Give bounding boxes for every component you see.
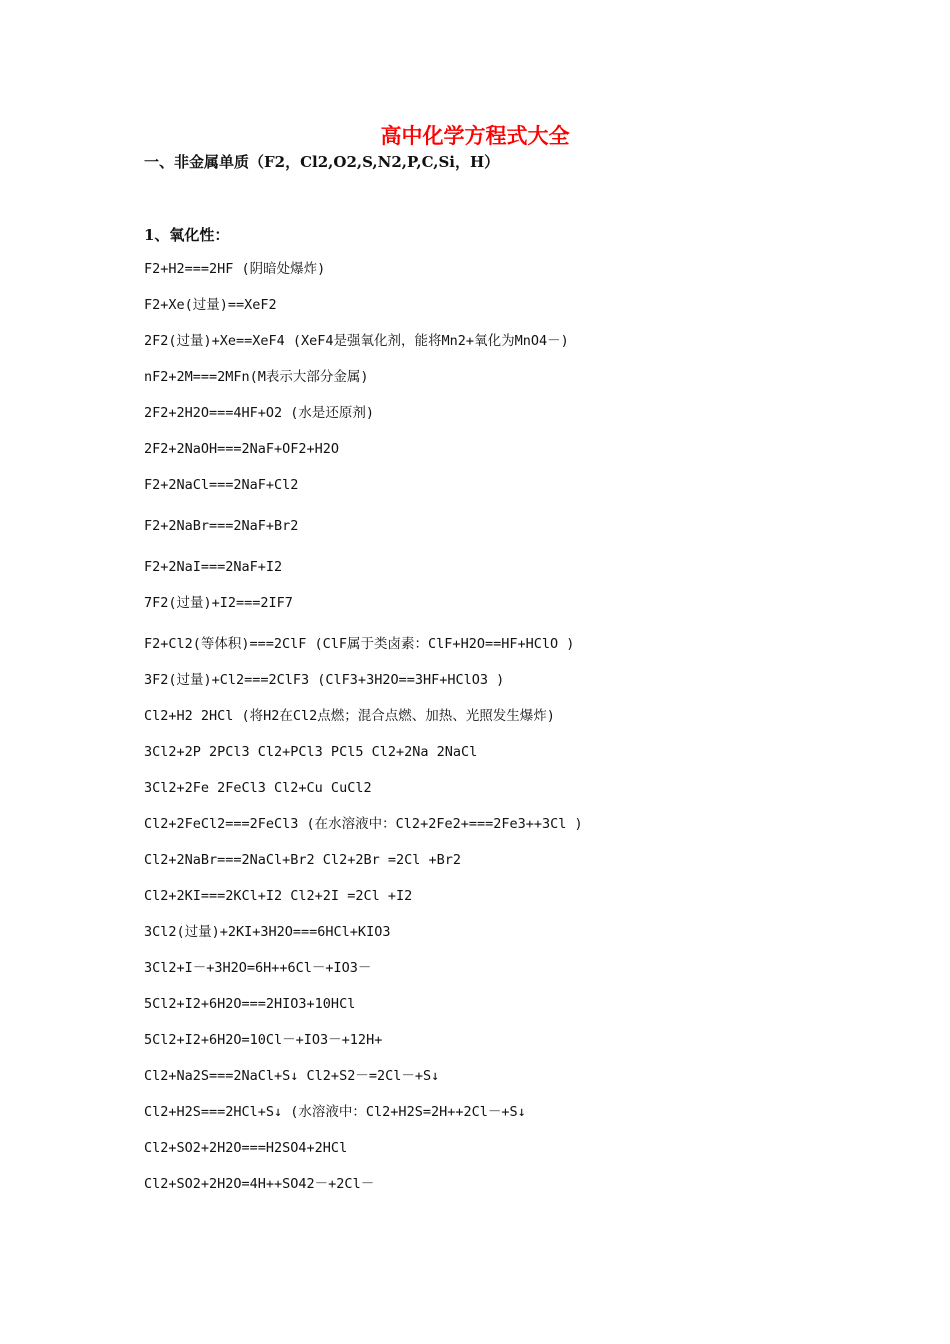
equation-line: Cl2+H2 2HCl (将H2在Cl2点燃；混合点燃、加热、光照发生爆炸) (144, 708, 555, 724)
equation-line: Cl2+H2S===2HCl+S↓ (水溶液中：Cl2+H2S=2H++2Cl－+S↓ (144, 1104, 526, 1120)
equation-line: F2+2NaBr===2NaF+Br2 (144, 518, 299, 534)
equation-line: Cl2+Na2S===2NaCl+S↓ Cl2+S2－=2Cl－+S↓ (144, 1068, 440, 1084)
equation-line: F2+Cl2(等体积)===2ClF (ClF属于类卤素：ClF+H2O==HF+HClO ) (144, 636, 575, 652)
equation-line: Cl2+SO2+2H2O=4H++SO42－+2Cl－ (144, 1176, 375, 1192)
subsection-heading: 1、氧化性： (144, 226, 230, 244)
equation-line: 5Cl2+I2+6H2O=10Cl－+IO3－+12H+ (144, 1032, 383, 1048)
page-title: 高中化学方程式大全 (380, 123, 570, 148)
equation-line: 3Cl2(过量)+2KI+3H2O===6HCl+KIO3 (144, 924, 391, 940)
equation-line: nF2+2M===2MFn(M表示大部分金属) (144, 369, 369, 385)
equation-line: 3F2(过量)+Cl2===2ClF3 (ClF3+3H2O==3HF+HClO3 ) (144, 672, 505, 688)
equation-line: 7F2(过量)+I2===2IF7 (144, 595, 293, 611)
equation-line: 3Cl2+I－+3H2O=6H++6Cl－+IO3－ (144, 960, 372, 976)
equation-line: 2F2(过量)+Xe==XeF4 (XeF4是强氧化剂，能将Mn2+氧化为MnO4－) (144, 333, 569, 349)
equation-line: Cl2+2KI===2KCl+I2 Cl2+2I =2Cl +I2 (144, 888, 413, 904)
section-heading: 一、非金属单质（F2，Cl2,O2,S,N2,P,C,Si，H） (144, 153, 500, 171)
equation-line: F2+H2===2HF (阴暗处爆炸) (144, 261, 326, 277)
equation-list (144, 258, 904, 1209)
equation-line: Cl2+2FeCl2===2FeCl3 (在水溶液中：Cl2+2Fe2+===2Fe3++3Cl ) (144, 816, 583, 832)
equation-line: Cl2+2NaBr===2NaCl+Br2 Cl2+2Br =2Cl +Br2 (144, 852, 461, 868)
equation-line: 2F2+2H2O===4HF+O2 (水是还原剂) (144, 405, 375, 421)
equation-line: F2+Xe(过量)==XeF2 (144, 297, 277, 313)
equation-line: 3Cl2+2P 2PCl3 Cl2+PCl3 PCl5 Cl2+2Na 2NaCl (144, 744, 478, 760)
equation-line: 5Cl2+I2+6H2O===2HIO3+10HCl (144, 996, 356, 1012)
equation-line: 2F2+2NaOH===2NaF+OF2+H2O (144, 441, 340, 457)
equation-line: Cl2+SO2+2H2O===H2SO4+2HCl (144, 1140, 348, 1156)
equation-line: F2+2NaCl===2NaF+Cl2 (144, 477, 299, 493)
equation-line: 3Cl2+2Fe 2FeCl3 Cl2+Cu CuCl2 (144, 780, 372, 796)
equation-line: F2+2NaI===2NaF+I2 (144, 559, 283, 575)
